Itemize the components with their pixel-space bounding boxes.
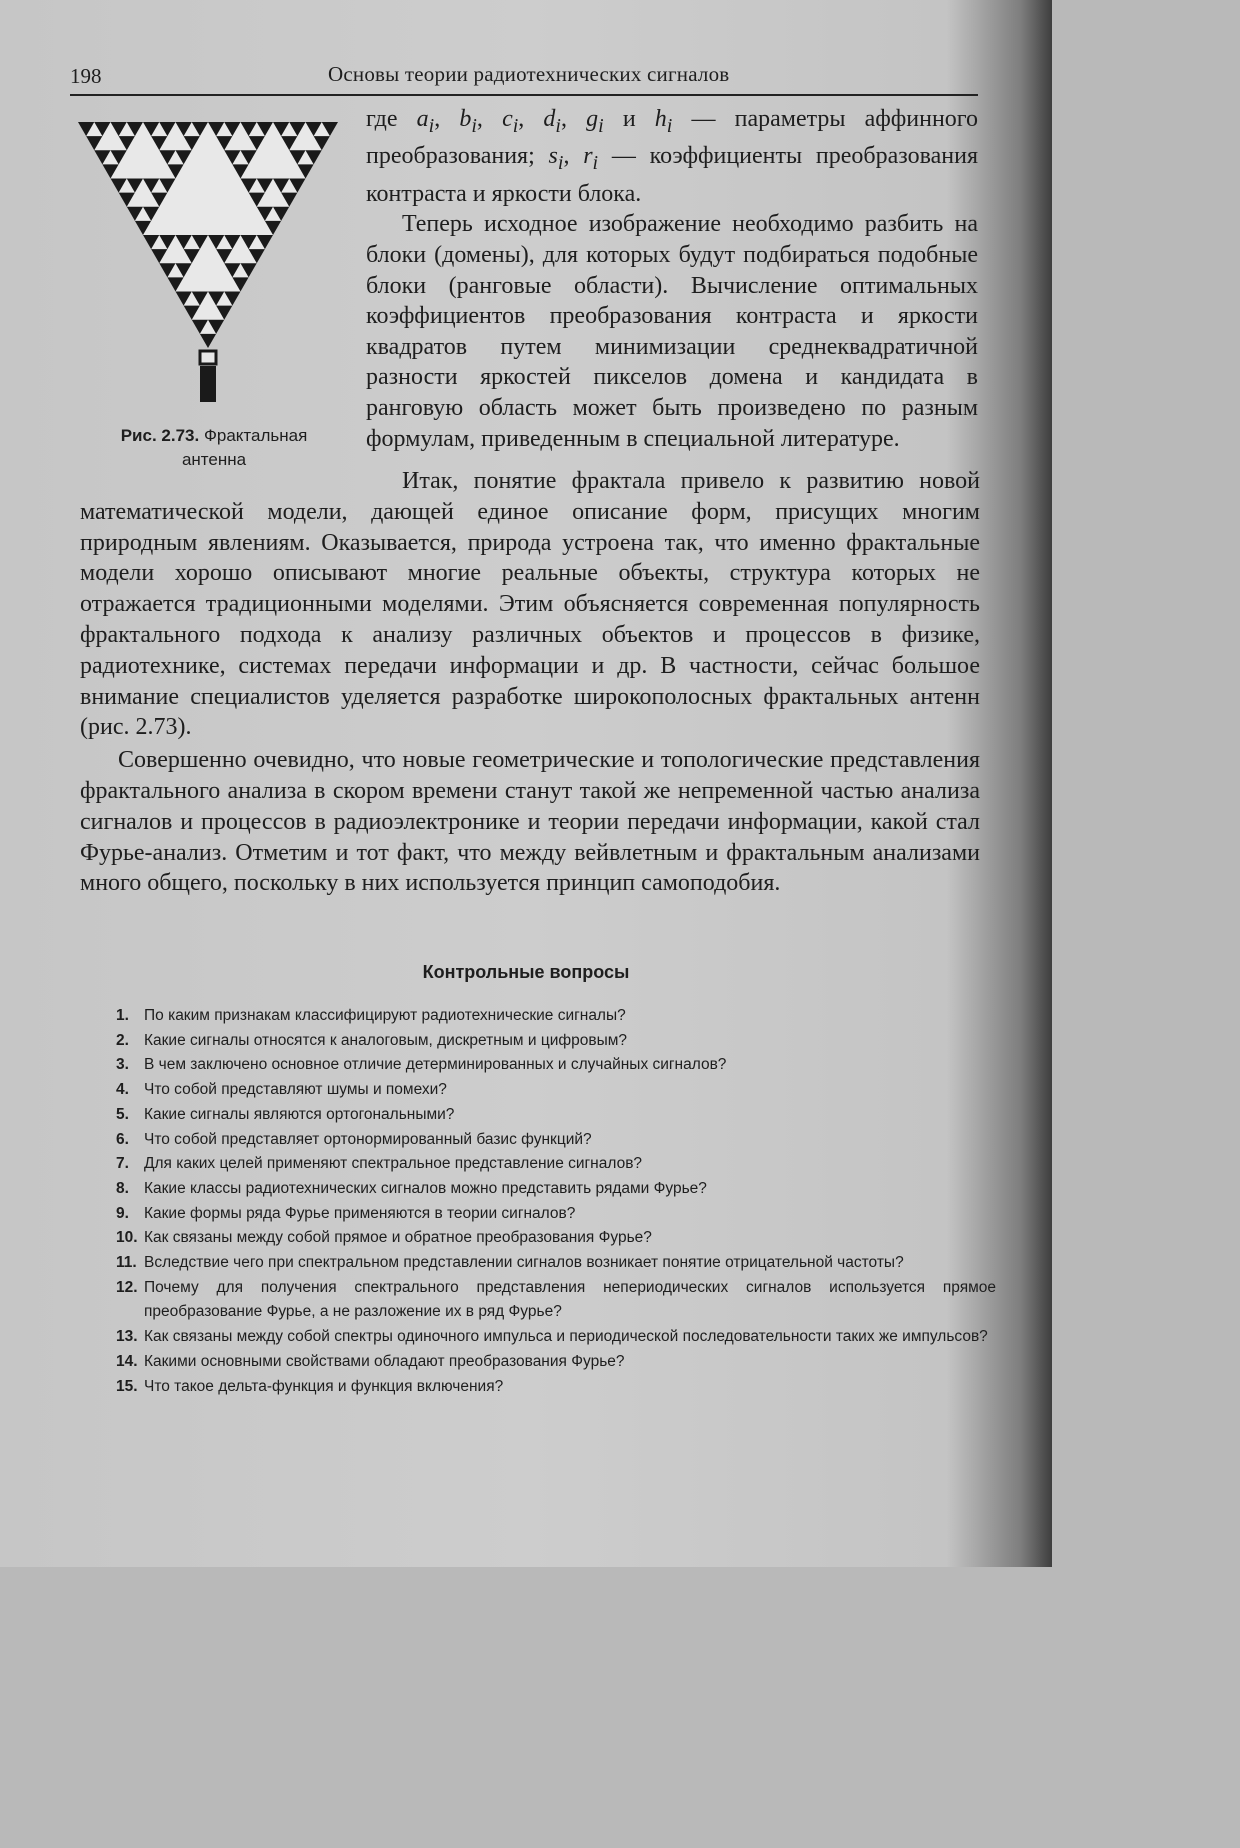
question-item <box>116 1103 996 1128</box>
figure-title: Фрактальная антенна <box>181 426 308 469</box>
question-text: По каким признакам классифицируют радиотехнические сигналы? <box>144 1007 626 1024</box>
question-item <box>116 1226 996 1251</box>
question-number: 5. <box>116 1105 129 1123</box>
question-item <box>116 1078 996 1103</box>
question-text: Какие классы радиотехнических сигналов можно представить рядами Фурье? <box>144 1179 707 1197</box>
question-text: Какие формы ряда Фурье применяются в теории сигналов? <box>144 1204 576 1222</box>
question-text: Какие сигналы являются ортогональными? <box>144 1105 455 1123</box>
question-text: Что собой представляет ортонормированный базис функций? <box>144 1130 592 1148</box>
page-header <box>70 62 978 96</box>
question-item <box>116 1375 996 1400</box>
question-number: 11. <box>116 1254 137 1272</box>
question-number: 7. <box>116 1155 129 1173</box>
question-item <box>116 1202 996 1227</box>
question-number: 14. <box>116 1352 138 1370</box>
wrapped-text-block <box>366 104 978 454</box>
paragraph-domains: Теперь исходное изображение необходимо разбить на блоки (домены), для которых будут подбираться подобные блоки (ранговые области). Вычисление оптимальных коэффициентов преобразования контраста и яркости квадратов путем минимизации среднеквадратичной разности яркостей пикселов домена и кандидата в ранговую область может быть произведено по разным формулам, приведенным в специальной литературе. <box>366 211 978 452</box>
question-item <box>116 1029 996 1054</box>
figure-caption <box>96 424 332 472</box>
feed-gap <box>200 351 216 364</box>
question-text: В чем заключено основное отличие детерминированных и случайных сигналов? <box>144 1056 727 1074</box>
feed-line <box>200 366 216 402</box>
main-text-block <box>80 466 980 899</box>
question-text: Для каких целей применяют спектральное представление сигналов? <box>144 1155 643 1173</box>
paragraph-conclusion: Совершенно очевидно, что новые геометрические и топологические представления фрактального анализа в скором времени станут такой же непременной частью анализа сигналов и процессов в радиоэлектронике и теории передачи информации, какой стал Фурье-анализ. Отметим и тот факт, что между вейвлетным и фрактальным анализами много общего, поскольку в них используется принцип самоподобия. <box>80 747 980 897</box>
question-number: 13. <box>116 1328 138 1346</box>
question-number: 12. <box>116 1278 138 1296</box>
question-number: 2. <box>116 1031 129 1049</box>
question-number: 15. <box>116 1377 138 1395</box>
question-item <box>116 1251 996 1276</box>
sierpinski-antenna-image <box>72 114 344 414</box>
question-number: 3. <box>116 1056 129 1074</box>
questions-list <box>116 1004 996 1399</box>
question-text: Как связаны между собой спектры одиночного импульса и периодической последовательности таких же импульсов? <box>144 1328 988 1346</box>
question-number: 10. <box>116 1229 138 1247</box>
question-text: Какими основными свойствами обладают преобразования Фурье? <box>144 1352 625 1370</box>
question-text: Как связаны между собой прямое и обратное преобразования Фурье? <box>144 1229 652 1247</box>
question-text: Какие сигналы относятся к аналоговым, дискретным и цифровым? <box>144 1031 627 1049</box>
question-text: Что такое дельта-функция и функция включения? <box>144 1377 504 1395</box>
question-item <box>116 1152 996 1177</box>
question-item <box>116 1128 996 1153</box>
paragraph-parameters: где $a_i$, $b_i$, $c_i$, $d_i$, $g_i$ и $h_i$ — параметры аффинного преобразования; $s_i$, $r_i$ — коэффициенты преобразования контраста и яркости блока. <box>366 106 979 207</box>
question-item <box>116 1177 996 1202</box>
question-number: 4. <box>116 1081 129 1099</box>
question-number: 8. <box>116 1179 129 1197</box>
question-text: Почему для получения спектрального представления непериодических сигналов используется прямое преобразование Фурье, а не разложение их в ряд Фурье? <box>144 1278 996 1321</box>
running-title: Основы теории радиотехнических сигналов <box>328 62 730 86</box>
paragraph-fractal-model: Итак, понятие фрактала привело к развитию новой математической модели, дающей единое описание форм, присущих многим природным явлениям. Оказывается, природа устроена так, что именно фрактальные модели хорошо описывают многие реальные объекты, структура которых не отражается традиционными моделями. Этим объясняется современная популярность фрактального подхода к анализу различных объектов и процессов в физике, радиотехнике, системах передачи информации и др. В частности, сейчас большое внимание специалистов уделяется разработке широкополосных фрактальных антенн (рис. 2.73). <box>80 468 980 741</box>
question-number: 9. <box>116 1204 129 1222</box>
questions-heading: Контрольные вопросы <box>422 962 630 982</box>
question-item <box>116 1004 996 1029</box>
question-number: 1. <box>116 1007 129 1024</box>
question-item <box>116 1325 996 1350</box>
question-number: 6. <box>116 1130 129 1148</box>
question-item <box>116 1053 996 1078</box>
question-item <box>116 1276 996 1325</box>
figure-label: Рис. 2.73. <box>120 426 200 445</box>
page-number: 198 <box>70 64 102 88</box>
question-text: Вследствие чего при спектральном представлении сигналов возникает понятие отрицательной частоты? <box>144 1254 904 1272</box>
question-item <box>116 1350 996 1375</box>
question-text: Что собой представляют шумы и помехи? <box>144 1081 447 1099</box>
